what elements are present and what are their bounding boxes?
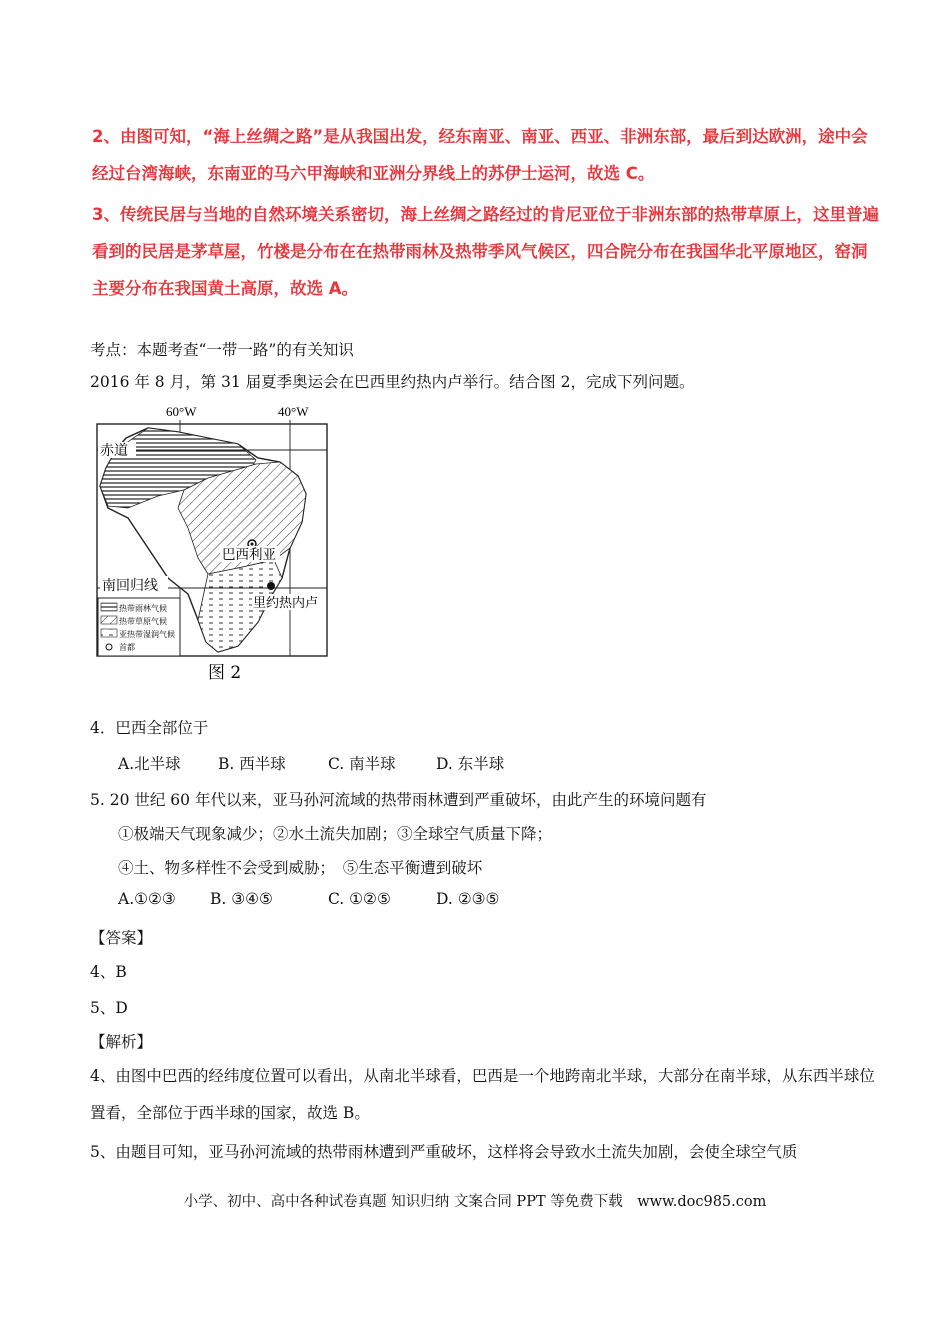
map-caption: 图 2 (208, 663, 242, 683)
q5-option-c: C. ①②⑤ (328, 890, 391, 908)
answer-header: 【答案】 (90, 929, 153, 947)
q5-option-a: A.①②③ (118, 890, 176, 908)
question-5-stem: 5. 20 世纪 60 年代以来，亚马孙河流域的热带雨林遭到严重破坏，由此产生的环境问题有 (90, 791, 707, 809)
rio-marker (267, 582, 275, 590)
q5-option-b: B. ③④⑤ (210, 890, 273, 908)
tropic-label: 南回归线 (102, 578, 158, 594)
q4-option-b: B. 西半球 (218, 755, 286, 773)
analysis-5: 5、由题目可知，亚马孙河流域的热带雨林遭到严重破坏，这样将会导致水土流失加剧，会使全球空气质 (90, 1143, 798, 1161)
legend-capital: 首都 (119, 643, 135, 652)
question-5-line2: ④土、物多样性不会受到威胁； ⑤生态平衡遭到破坏 (118, 859, 483, 877)
q4-option-d: D. 东半球 (436, 755, 505, 773)
intro-line: 2016 年 8 月，第 31 届夏季奥运会在巴西里约热内卢举行。结合图 2，完成下列问题。 (90, 373, 695, 391)
lon-40-label: 40°W (278, 404, 309, 419)
answer-4: 4、B (90, 963, 127, 981)
analysis-paragraph-3: 3、传统民居与当地的自然环境关系密切，海上丝绸之路经过的肯尼亚位于非洲东部的热带草原上，这里普遍看到的民居是茅草屋，竹楼是分布在在热带雨林及热带季风气候区，四合院分布在我国华北平原地区，窑洞主要分布在我国黄土高原，故选 A。 (92, 205, 879, 298)
q4-option-c: C. 南半球 (328, 755, 396, 773)
q4-option-a: A.北半球 (118, 755, 181, 773)
question-4-options (118, 752, 504, 774)
equator-label: 赤道 (100, 443, 128, 459)
lon-60-label: 60°W (166, 404, 197, 419)
analysis-header: 【解析】 (90, 1033, 153, 1051)
brazil-climate-map (88, 398, 338, 688)
question-5-options (118, 890, 499, 908)
kaodian-line: 考点：本题考查“一带一路”的有关知识 (90, 341, 354, 359)
answer-5: 5、D (90, 999, 128, 1017)
page-footer: 小学、初中、高中各种试卷真题 知识归纳 文案合同 PPT 等免费下载 www.doc985.com (183, 1194, 767, 1210)
legend-rainforest: 热带雨林气候 (119, 604, 167, 613)
rio-label: 里约热内卢 (253, 596, 319, 611)
legend-subtropical: 亚热带湿润气候 (119, 630, 175, 639)
question-4-stem: 4．巴西全部位于 (90, 719, 209, 737)
legend-savanna: 热带草原气候 (119, 617, 167, 626)
q5-option-d: D. ②③⑤ (436, 890, 500, 908)
analysis-4: 4、由图中巴西的经纬度位置可以看出，从南北半球看，巴西是一个地跨南北半球，大部分在南半球，从东西半球位置看，全部位于西半球的国家，故选 B。 (90, 1067, 875, 1122)
analysis-paragraph-2: 2、由图可知，“海上丝绸之路”是从我国出发，经东南亚、南亚、西亚、非洲东部，最后到达欧洲，途中会经过台湾海峡，东南亚的马六甲海峡和亚洲分界线上的苏伊士运河，故选 C。 (92, 127, 868, 183)
brasilia-label: 巴西利亚 (222, 547, 276, 563)
question-5-line1: ①极端天气现象减少；②水土流失加剧；③全球空气质量下降； (118, 825, 553, 843)
